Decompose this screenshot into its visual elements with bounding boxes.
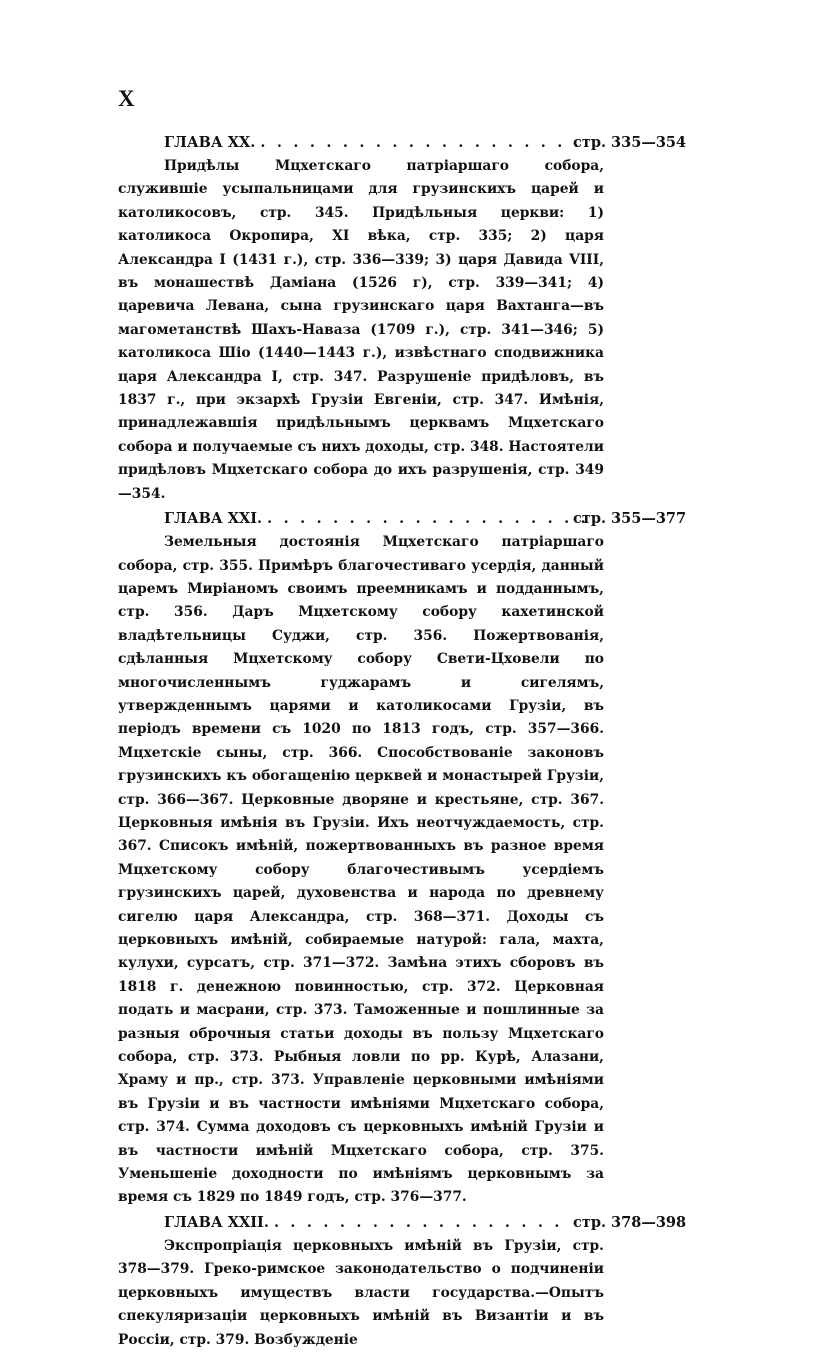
chapter-title: ГЛАВА XX. [164, 134, 256, 151]
dot-leader: . . . . . . . . . . . . . . . . . . [273, 1213, 563, 1231]
chapter-page-range: стр. 378—398 [573, 1213, 687, 1231]
chapter-22 [118, 1210, 687, 1352]
chapter-21 [118, 506, 687, 1210]
dot-leader: . . . . . . . . . . . . . . . . . . . . [260, 134, 583, 151]
chapter-summary: Экспропріація церковныхъ имѣній въ Грузіи, стр. 378—379. Греко-римское законодательство о подчиненіи церковныхъ имуществъ власти государства.—Опытъ спекуляризаціи церковныхъ имѣній въ Византіи и въ Россіи, стр. 379. Возбужденіе [118, 1237, 604, 1348]
chapter-heading [118, 130, 687, 155]
chapter-page-range: стр. 355—377 [573, 510, 687, 528]
chapter-title: ГЛАВА XXII. [164, 1213, 269, 1231]
chapter-title: ГЛАВА XXI. [164, 510, 263, 528]
table-of-contents [118, 130, 687, 1352]
chapter-summary: Придѣлы Мцхетскаго патріаршаго собора, служившіе усыпальницами для грузинскихъ царей и католикосовъ, стр. 345. Придѣльныя церкви: 1) католикоса Окропира, XI вѣка, стр. 335; 2) царя Александра I (1431 г.), стр. 336—339; 3) царя Давида VIII, въ монашествѣ Даміана (1526 г), стр. 339—341; 4) царевича Левана, сына грузинскаго царя Вахтанга—въ магометанствѣ Шахъ-Наваза (1709 г.), стр. 341—346; 5) католикоса Шіо (1440—1443 г.), извѣстнаго сподвижника царя Александра I, стр. 347. Разрушеніе придѣловъ, въ 1837 г., при экзархѣ Грузіи Евгеніи, стр. 347. Имѣнія, принадлежавшія придѣльнымъ церквамъ Мцхетскаго собора и получаемые съ нихъ доходы, стр. 348. Настоятели придѣловъ Мцхетскаго собора до ихъ разрушенія, стр. 349—354. [118, 158, 604, 502]
dot-leader: . . . . . . . . . . . . . . . . . . . . [267, 510, 589, 528]
chapter-20 [118, 130, 687, 506]
page-number: X [118, 86, 135, 111]
chapter-summary: Земельныя достоянія Мцхетскаго патріаршаго собора, стр. 355. Примѣръ благочестиваго усердія, данный царемъ Миріаномъ своимъ преемникамъ и подданнымъ, стр. 356. Даръ Мцхетскому собору кахетинской владѣтельницы Суджи, стр. 356. Пожертвованія, сдѣланныя Мцхетскому собору Свети-Цховели по многочисленнымъ гуджарамъ и сигелямъ, утвержденнымъ царями и католикосами Грузіи, въ періодъ времени съ 1020 по 1813 годъ, стр. 357—366. Мцхетскіе сыны, стр. 366. Способствованіе законовъ грузинскихъ къ обогащенію церквей и монастырей Грузіи, стр. 366—367. Церковные дворяне и крестьяне, стр. 367. Церковныя имѣнія въ Грузіи. Ихъ неотчуждаемость, стр. 367. Списокъ имѣній, пожертвованныхъ въ разное время Мцхетскому собору благочестивымъ усердіемъ грузинскихъ царей, духовенства и народа по древнему сигелю царя Александра, стр. 368—371. Доходы съ церковныхъ имѣній, собираемые натурой: гала, махта, кулухи, сурсатъ, стр. 371—372. Замѣна этихъ сборовъ въ 1818 г. денежною повинностью, стр. 372. Церковная подать и масрани, стр. 373. Таможенные и пошлинные за разныя оброчныя статьи доходы въ пользу Мцхетскаго собора, стр. 373. Рыбныя ловли по рр. Курѣ, Алазани, Храму и пр., стр. 373. Управленіе церковными имѣніями въ Грузіи и въ частности имѣніями Мцхетскаго собора, стр. 374. Сумма доходовъ съ церковныхъ имѣній Грузіи и въ частности имѣній Мцхетскаго собора, стр. 375. Уменьшеніе доходности по имѣніямъ церковнымъ за время съ 1829 по 1849 годъ, стр. 376—377. [118, 534, 604, 1206]
chapter-page-range: стр. 335—354 [573, 134, 687, 151]
chapter-heading [118, 506, 687, 531]
chapter-heading [118, 1210, 687, 1235]
